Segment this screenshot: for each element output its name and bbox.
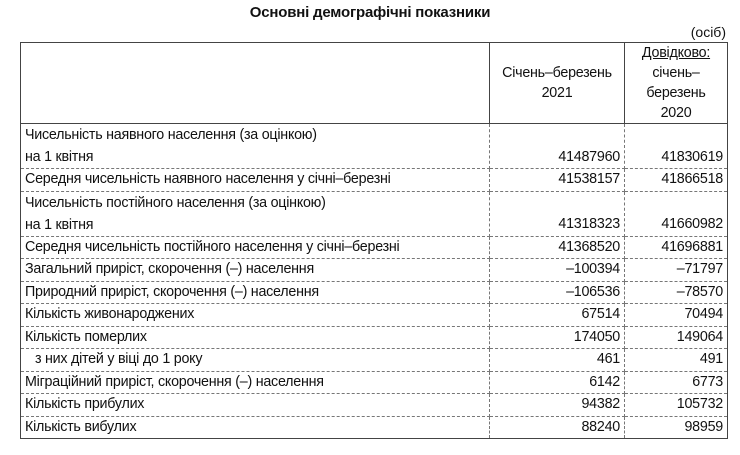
- row-label-line: Чисельність постійного населення (за оцінкою): [25, 194, 326, 211]
- row-label-line: на 1 квітня: [25, 149, 94, 165]
- header-2020-line2: 2020: [660, 105, 692, 121]
- value-2021: 461: [490, 349, 625, 372]
- value-2021: 6142: [490, 371, 625, 394]
- value-2021: –106536: [490, 281, 625, 304]
- row-label: [21, 259, 490, 282]
- row-label: [21, 191, 490, 236]
- value-2020: 98959: [625, 416, 728, 439]
- table-row: [21, 281, 728, 304]
- row-label-line: на 1 квітня: [25, 216, 94, 233]
- demographics-table: [20, 42, 728, 439]
- table-row: [21, 259, 728, 282]
- row-label: [21, 124, 490, 169]
- value-2021: 41487960: [490, 124, 625, 169]
- value-2021: 41318323: [490, 191, 625, 236]
- table-row: [21, 394, 728, 417]
- table-row: [21, 169, 728, 192]
- row-label: [21, 394, 490, 417]
- row-label: [21, 281, 490, 304]
- value-2020: 41866518: [625, 169, 728, 192]
- header-2021-line1: Січень–березень: [502, 65, 612, 81]
- header-2021-line2: 2021: [541, 85, 573, 101]
- header-2020-line1: січень–березень: [646, 65, 706, 101]
- value-2020: –78570: [625, 281, 728, 304]
- value-2021: 88240: [490, 416, 625, 439]
- value-2021: 41368520: [490, 236, 625, 259]
- header-2020: [625, 43, 728, 124]
- value-2021: 174050: [490, 326, 625, 349]
- value-2021: 67514: [490, 304, 625, 327]
- header-empty: [21, 43, 490, 124]
- row-label: [21, 304, 490, 327]
- row-label: [21, 416, 490, 439]
- table-row: [21, 191, 728, 236]
- table-row: [21, 304, 728, 327]
- value-2020: 41660982: [625, 191, 728, 236]
- row-label-line: Кількість вибулих: [25, 418, 137, 435]
- row-label-line: Міграційний приріст, скорочення (–) населення: [25, 373, 324, 390]
- row-label-line: Природний приріст, скорочення (–) населення: [25, 283, 319, 300]
- page-title: Основні демографічні показники: [249, 4, 491, 21]
- header-2021: [490, 43, 625, 124]
- row-label: [21, 326, 490, 349]
- value-2020: 41830619: [625, 124, 728, 169]
- table-row: [21, 124, 728, 169]
- value-2020: 149064: [625, 326, 728, 349]
- header-2020-note: Довідково:: [641, 45, 711, 61]
- table-row: [21, 349, 728, 372]
- value-2020: 70494: [625, 304, 728, 327]
- table-row: [21, 236, 728, 259]
- table-row: [21, 326, 728, 349]
- row-label-line: Кількість померлих: [25, 328, 147, 345]
- row-label-line: Загальний приріст, скорочення (–) населення: [25, 261, 314, 277]
- row-label: [21, 371, 490, 394]
- table-row: [21, 416, 728, 439]
- value-2021: 94382: [490, 394, 625, 417]
- row-label-line: Кількість прибулих: [25, 396, 145, 412]
- row-label: [21, 349, 490, 372]
- row-label-line: з них дітей у віці до 1 року: [35, 351, 203, 367]
- value-2020: 41696881: [625, 236, 728, 259]
- row-label: [21, 169, 490, 192]
- value-2020: –71797: [625, 259, 728, 282]
- row-label: [21, 236, 490, 259]
- value-2021: –100394: [490, 259, 625, 282]
- row-label-line: Середня чисельність наявного населення у січні–березні: [25, 171, 391, 187]
- value-2021: 41538157: [490, 169, 625, 192]
- table-header-row: [21, 43, 728, 124]
- table-row: [21, 371, 728, 394]
- value-2020: 491: [625, 349, 728, 372]
- row-label-line: Чисельність наявного населення (за оцінкою): [25, 127, 317, 143]
- unit-label: (осіб): [690, 24, 726, 40]
- value-2020: 105732: [625, 394, 728, 417]
- row-label-line: Кількість живонароджених: [25, 306, 195, 322]
- value-2020: 6773: [625, 371, 728, 394]
- row-label-line: Середня чисельність постійного населення у січні–березні: [25, 238, 400, 255]
